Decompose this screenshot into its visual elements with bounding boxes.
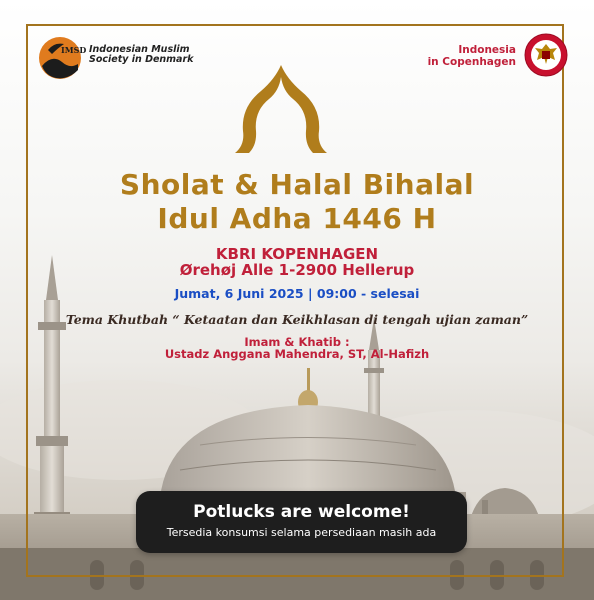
imsd-logo: [38, 36, 87, 80]
imsd-logo-text: IMSD: [61, 45, 87, 55]
org-name-line-2: Society in Denmark: [89, 54, 194, 65]
embassy-name: [396, 44, 516, 68]
embassy-emblem-icon: [524, 33, 568, 77]
organization-name: [89, 45, 209, 65]
event-datetime: Jumat, 6 Juni 2025 | 09:00 - selesai: [174, 286, 420, 301]
event-title-line-1: Sholat & Halal Bihalal: [119, 168, 475, 201]
venue-name: KBRI KOPENHAGEN: [215, 245, 379, 263]
sermon-theme: Tema Khutbah “ Ketaatan dan Keikhlasan di tengah ujian zaman”: [65, 312, 529, 327]
arch-ornament-icon: [223, 63, 339, 156]
potluck-banner: [136, 491, 467, 553]
potluck-title: Potlucks are welcome!: [193, 502, 410, 522]
embassy-line-2: in Copenhagen: [427, 56, 516, 68]
potluck-subtitle: Tersedia konsumsi selama persediaan masih ada: [166, 526, 437, 539]
venue-address: Ørehøj Alle 1-2900 Hellerup: [179, 261, 415, 279]
embassy-line-1: Indonesia: [458, 44, 516, 56]
imam-label: Imam & Khatib :: [244, 335, 350, 349]
org-name-line-1: Indonesian Muslim: [89, 44, 190, 55]
imam-name: Ustadz Anggana Mahendra, ST, Al-Hafizh: [164, 347, 430, 361]
event-title-line-2: Idul Adha 1446 H: [157, 202, 437, 235]
